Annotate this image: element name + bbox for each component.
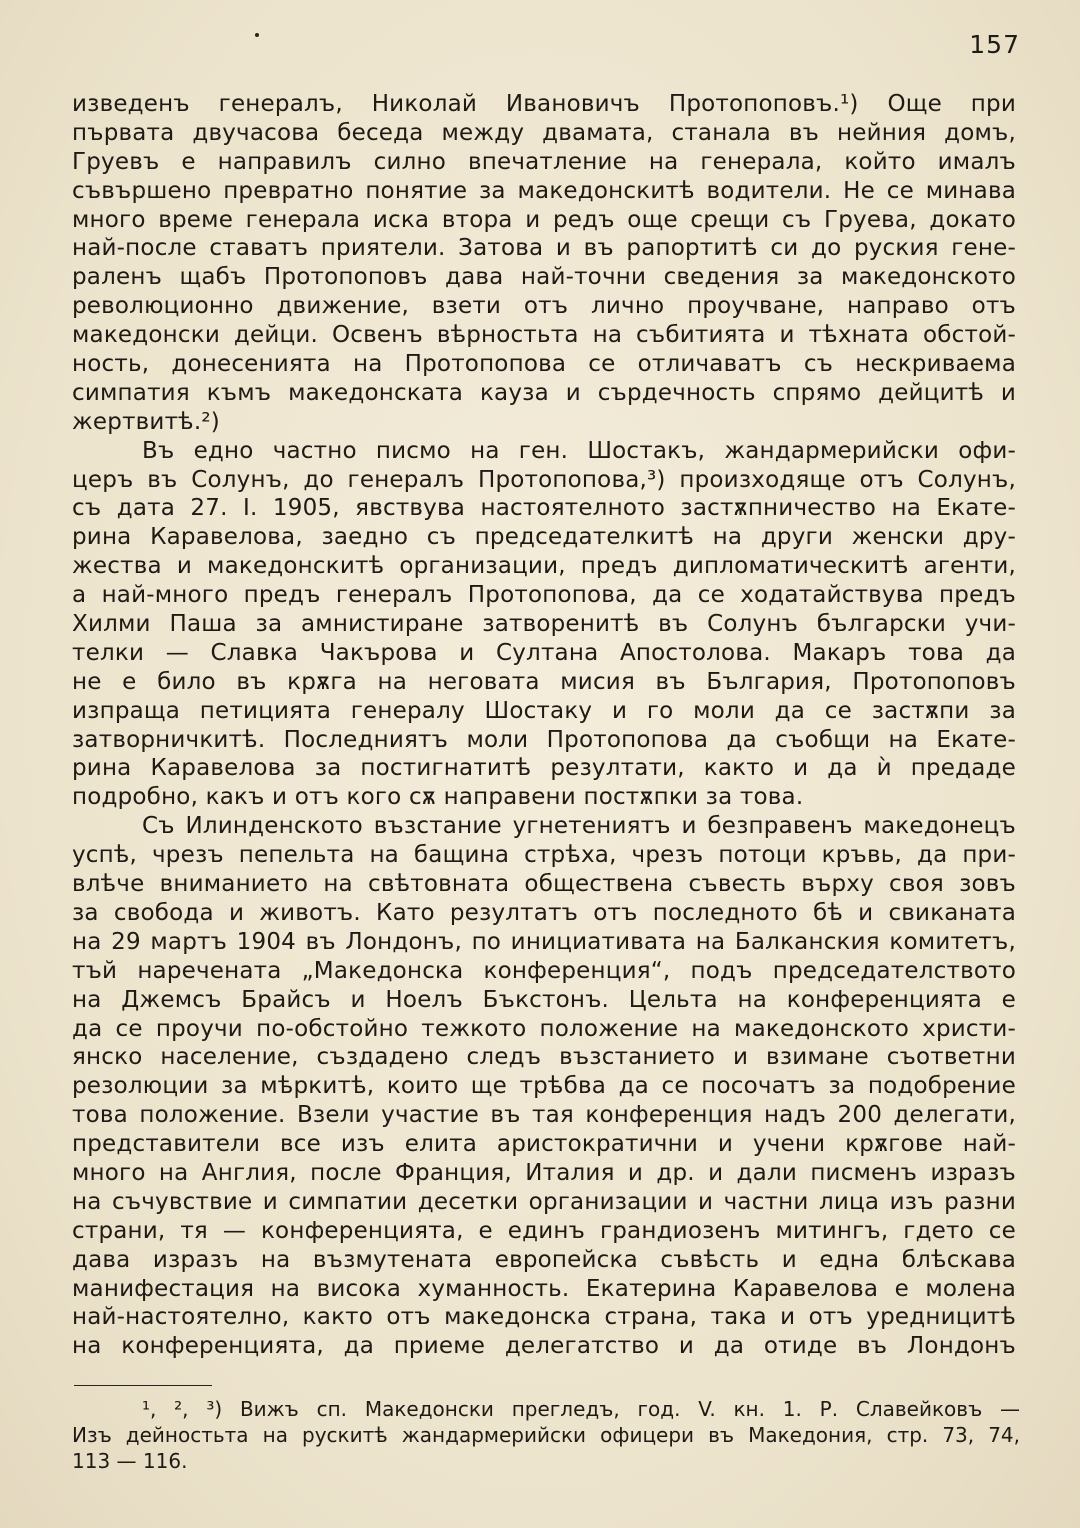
text-line: най-настоятелно, както отъ македонска страна, така и отъ уредницитѣ: [72, 1304, 1016, 1331]
text-line: рина Каравелова за постигнатитѣ резултати, както и да ѝ предаде: [72, 755, 1016, 782]
text-line: това положение. Взели участие въ тая конференция надъ 200 делегати,: [72, 1102, 1016, 1129]
text-line: успѣ, чрезъ пепельта на бащина стрѣха, чрезъ потоци кръвь, да при-: [72, 842, 1016, 869]
text-line: церъ въ Солунъ, до генералъ Протопопова,³) произходяще отъ Солунъ,: [72, 466, 1016, 493]
footnote-line: 113 — 116.: [72, 1449, 188, 1473]
ink-dot: [255, 33, 259, 37]
text-line: най-после ставатъ приятели. Затова и въ рапортитѣ си до руския гене-: [72, 235, 1016, 262]
text-line: влѣче вниманието на свѣтовната обществена съвесть върху своя зовъ: [72, 871, 1016, 898]
text-line: затворничкитѣ. Последниятъ моли Протопопова да съобщи на Екате-: [72, 726, 1016, 753]
text-line: съ дата 27. I. 1905, явствува настоятелното застѫпничество на Екате-: [72, 495, 1016, 522]
text-line: Хилми Паша за амнистиране затворенитѣ въ Солунъ български учи-: [72, 611, 1016, 638]
text-line: македонски дейци. Освенъ вѣрностьта на събитията и тѣхната обстой-: [72, 322, 1016, 349]
text-line: янско население, създадено следъ възстанието и взимане съответни: [72, 1044, 1016, 1071]
main-text: [72, 90, 1016, 1361]
footnote-line: Изъ дейностьта на рускитѣ жандармерийски офицери въ Македония, стр. 73, 74,: [72, 1423, 1020, 1447]
text-line: Груевъ е направилъ силно впечатление на генерала, който ималъ: [72, 148, 1016, 175]
text-line: резолюции за мѣркитѣ, които ще трѣбва да се посочатъ за подобрение: [72, 1073, 1016, 1100]
text-line: на конференцията, да приеме делегатство и да отиде въ Лондонъ: [72, 1333, 1016, 1360]
text-line: подробно, какъ и отъ кого сѫ направени постѫпки за това.: [72, 784, 804, 811]
footnote-line: ¹, ², ³) Вижъ сп. Македонски прегледъ, год. V. кн. 1. Р. Славейковъ —: [142, 1397, 1020, 1421]
text-line: раленъ щабъ Протопоповъ дава най-точни сведения за македонското: [72, 264, 1016, 291]
text-line: на Джемсъ Брайсъ и Ноелъ Бъкстонъ. Цельта на конференцията е: [72, 986, 1016, 1013]
text-line: симпатия къмъ македонската кауза и сърдечность спрямо дейцитѣ и: [72, 379, 1016, 406]
text-line: съвършено превратно понятие за македонскитѣ водители. Не се минава: [72, 177, 1016, 204]
text-line: ность, донесенията на Протопопова се отличаватъ съ нескриваема: [72, 351, 1016, 378]
text-line: страни, тя — конференцията, е единъ грандиозенъ митингъ, гдето се: [72, 1217, 1016, 1244]
footnotes: [72, 1396, 1020, 1474]
text-line: изведенъ генералъ, Николай Ивановичъ Протопоповъ.¹) Още при: [72, 91, 1016, 117]
text-line: манифестация на висока хуманность. Екатерина Каравелова е молена: [72, 1275, 1016, 1302]
text-line: представители все изъ елита аристократични и учени крѫгове най-: [72, 1131, 1016, 1158]
text-line: много на Англия, после Франция, Италия и др. и дали писменъ изразъ: [72, 1159, 1016, 1186]
text-line: тъй наречената „Македонска конференция“, подъ председателството: [72, 957, 1016, 984]
text-line: Съ Илинденското възстание угнетениятъ и безправенъ македонецъ: [142, 813, 1016, 840]
text-line: не е било въ крѫга на неговата мисия въ България, Протопоповъ: [72, 668, 1016, 695]
text-line: дава изразъ на възмутената европейска съвѣсть и една блѣскава: [72, 1246, 1016, 1273]
page-number: 157: [969, 30, 1020, 59]
text-line: рина Каравелова, заедно съ председателкитѣ на други женски дру-: [72, 524, 1016, 551]
text-line: революционно движение, взети отъ лично проучване, направо отъ: [72, 293, 1016, 320]
text-line: много време генерала иска втора и редъ още срещи съ Груева, докато: [72, 206, 1016, 233]
text-line: на съчувствие и симпатии десетки организации и частни лица изъ разни: [72, 1188, 1016, 1215]
text-line: изпраща петицията генералу Шостаку и го моли да се застѫпи за: [72, 697, 1016, 724]
text-line: а най-много предъ генералъ Протопопова, да се ходатайствува предъ: [72, 582, 1016, 609]
text-line: първата двучасова беседа между двамата, станала въ нейния домъ,: [72, 119, 1016, 146]
footnote-divider: [74, 1385, 212, 1386]
text-line: на 29 мартъ 1904 въ Лондонъ, по инициативата на Балканския комитетъ,: [72, 928, 1016, 955]
text-line: жертвитѣ.²): [72, 408, 220, 435]
text-line: жества и македонскитѣ организации, предъ дипломатическитѣ агенти,: [72, 553, 1016, 580]
text-line: телки — Славка Чакърова и Султана Апостолова. Макаръ това да: [72, 639, 1016, 666]
text-line: за свобода и животъ. Като резултатъ отъ последното бѣ и свиканата: [72, 899, 1016, 926]
text-line: Въ едно частно писмо на ген. Шостакъ, жандармерийски офи-: [142, 437, 1016, 464]
text-line: да се проучи по-обстойно тежкото положение на македонското христи-: [72, 1015, 1016, 1042]
